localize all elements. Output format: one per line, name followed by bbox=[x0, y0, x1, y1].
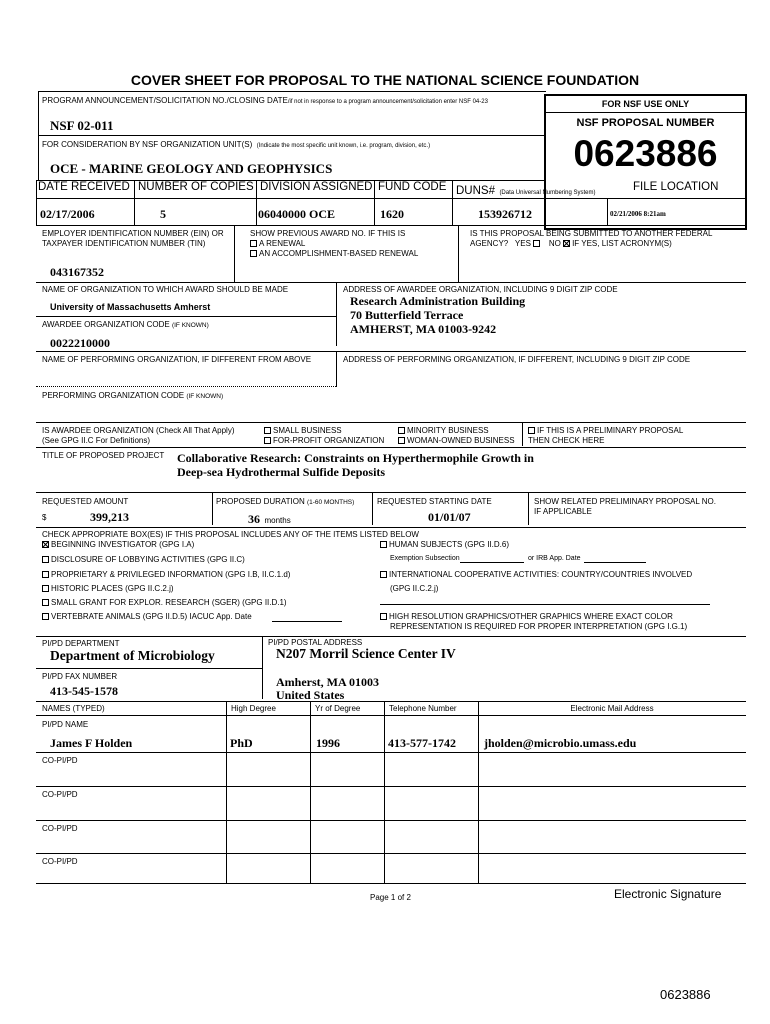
awardee-name-value: University of Massachusetts Amherst bbox=[50, 302, 211, 312]
project-title-label: TITLE OF PROPOSED PROJECT bbox=[42, 451, 165, 460]
awardee-name-label: NAME OF ORGANIZATION TO WHICH AWARD SHOULD BE MADE bbox=[42, 285, 289, 294]
requested-amount-label: REQUESTED AMOUNT bbox=[42, 497, 129, 506]
awardee-address-line-1: Research Administration Building bbox=[350, 294, 526, 308]
accomplishment-renewal-option[interactable]: AN ACCOMPLISHMENT-BASED RENEWAL bbox=[250, 249, 418, 259]
awardee-code-label: AWARDEE ORGANIZATION CODE (IF KNOWN) bbox=[42, 320, 209, 329]
vertebrate-animals-option[interactable]: VERTEBRATE ANIMALS (GPG II.D.5) IACUC App. Date bbox=[42, 612, 252, 622]
nsf-proposal-number: 0623886 bbox=[573, 133, 718, 174]
pi-phone-value: 413-577-1742 bbox=[388, 736, 456, 750]
ein-label-2: TAXPAYER IDENTIFICATION NUMBER (TIN) bbox=[42, 239, 206, 248]
vertebrate-animals-checkbox[interactable] bbox=[42, 613, 49, 620]
pi-degree-value: PhD bbox=[230, 736, 253, 750]
small-business-checkbox[interactable] bbox=[264, 427, 271, 434]
fund-code-value: 1620 bbox=[380, 207, 404, 221]
human-subjects-checkbox[interactable] bbox=[380, 541, 387, 548]
pi-name-value: James F Holden bbox=[50, 736, 133, 750]
copi-label: CO-PI/PD bbox=[42, 857, 78, 866]
pi-name-label: PI/PD NAME bbox=[42, 720, 89, 729]
start-date-value: 01/01/07 bbox=[428, 510, 471, 524]
graphics-option[interactable]: HIGH RESOLUTION GRAPHICS/OTHER GRAPHICS WHERE EXACT COLOR bbox=[380, 612, 673, 622]
division-assigned-value: 06040000 OCE bbox=[258, 207, 336, 221]
nsf-use-only-label: FOR NSF USE ONLY bbox=[601, 99, 690, 109]
pi-year-value: 1996 bbox=[316, 736, 340, 750]
preliminary-check-here: THEN CHECK HERE bbox=[528, 436, 605, 445]
agency-yes-checkbox[interactable] bbox=[533, 240, 540, 247]
org-unit-label: FOR CONSIDERATION BY NSF ORGANIZATION UNIT(S) (Indicate the most specific unit known, i.e. program, division, etc.) bbox=[42, 140, 431, 149]
ein-label-1: EMPLOYER IDENTIFICATION NUMBER (EIN) OR bbox=[42, 229, 224, 238]
awardee-code-value: 0022210000 bbox=[50, 336, 110, 350]
woman-owned-option[interactable]: WOMAN-OWNED BUSINESS bbox=[398, 436, 515, 446]
sger-option[interactable]: SMALL GRANT FOR EXPLOR. RESEARCH (SGER) (GPG II.D.1) bbox=[42, 598, 287, 608]
lobbying-option[interactable]: DISCLOSURE OF LOBBYING ACTIVITIES (GPG II.C) bbox=[42, 555, 245, 565]
page-title: COVER SHEET FOR PROPOSAL TO THE NATIONAL SCIENCE FOUNDATION bbox=[130, 72, 640, 88]
minority-business-checkbox[interactable] bbox=[398, 427, 405, 434]
fund-code-label: FUND CODE bbox=[378, 181, 447, 193]
start-date-label: REQUESTED STARTING DATE bbox=[377, 497, 492, 506]
pi-postal-label: PI/PD POSTAL ADDRESS bbox=[268, 638, 363, 647]
sger-checkbox[interactable] bbox=[42, 599, 49, 606]
number-of-copies-value: 5 bbox=[160, 207, 166, 221]
previous-award-label: SHOW PREVIOUS AWARD NO. IF THIS IS bbox=[250, 229, 406, 238]
project-title-line-2: Deep-sea Hydrothermal Sulfide Deposits bbox=[177, 465, 386, 479]
names-header: NAMES (TYPED) bbox=[42, 704, 105, 713]
human-subjects-option[interactable]: HUMAN SUBJECTS (GPG II.D.6) bbox=[380, 540, 509, 550]
year-header: Yr of Degree bbox=[315, 704, 361, 713]
proprietary-option[interactable]: PROPRIETARY & PRIVILEGED INFORMATION (GPG I.B, II.C.1.d) bbox=[42, 570, 290, 580]
for-profit-option[interactable]: FOR-PROFIT ORGANIZATION bbox=[264, 436, 384, 446]
preliminary-checkbox[interactable] bbox=[528, 427, 535, 434]
org-unit-value: OCE - MARINE GEOLOGY AND GEOPHYSICS bbox=[50, 161, 333, 176]
pi-postal-line-1: N207 Morril Science Center IV bbox=[276, 646, 456, 661]
renewal-option[interactable]: A RENEWAL bbox=[250, 239, 305, 249]
agency-no-checkbox[interactable] bbox=[563, 240, 570, 247]
degree-header: High Degree bbox=[231, 704, 276, 713]
file-location-value: 02/21/2006 8:21am bbox=[610, 210, 666, 218]
for-profit-checkbox[interactable] bbox=[264, 437, 271, 444]
pi-department-label: PI/PD DEPARTMENT bbox=[42, 639, 120, 648]
graphics-checkbox[interactable] bbox=[380, 613, 387, 620]
electronic-signature: Electronic Signature bbox=[614, 887, 722, 901]
pi-email-value: jholden@microbio.umass.edu bbox=[484, 736, 637, 750]
historic-places-option[interactable]: HISTORIC PLACES (GPG II.C.2.j) bbox=[42, 584, 174, 594]
pi-fax-label: PI/PD FAX NUMBER bbox=[42, 672, 118, 681]
proprietary-checkbox[interactable] bbox=[42, 571, 49, 578]
international-checkbox[interactable] bbox=[380, 571, 387, 578]
org-type-label-2: (See GPG II.C For Definitions) bbox=[42, 436, 151, 445]
pi-postal-line-3: United States bbox=[276, 688, 345, 702]
minority-business-option[interactable]: MINORITY BUSINESS bbox=[398, 426, 489, 436]
awardee-address-line-3: AMHERST, MA 01003-9242 bbox=[350, 322, 497, 336]
project-title-line-1: Collaborative Research: Constraints on Hyperthermophile Growth in bbox=[177, 451, 534, 465]
email-header: Electronic Mail Address bbox=[570, 704, 654, 713]
accomplishment-renewal-checkbox[interactable] bbox=[250, 250, 257, 257]
duns-value: 153926712 bbox=[478, 207, 532, 221]
historic-places-checkbox[interactable] bbox=[42, 585, 49, 592]
copi-label: CO-PI/PD bbox=[42, 790, 78, 799]
other-agency-answers: AGENCY? YES NO IF YES, LIST ACRONYM(S) bbox=[470, 239, 672, 248]
lobbying-checkbox[interactable] bbox=[42, 556, 49, 563]
related-proposal-label-1: SHOW RELATED PRELIMINARY PROPOSAL NO. bbox=[534, 497, 716, 506]
org-type-label-1: IS AWARDEE ORGANIZATION (Check All That Apply) bbox=[42, 426, 235, 435]
currency-symbol: $ bbox=[42, 513, 47, 522]
woman-owned-checkbox[interactable] bbox=[398, 437, 405, 444]
number-of-copies-label: NUMBER OF COPIES bbox=[138, 181, 254, 193]
pi-fax-value: 413-545-1578 bbox=[50, 684, 118, 698]
copi-label: CO-PI/PD bbox=[42, 824, 78, 833]
ein-value: 043167352 bbox=[50, 265, 104, 279]
pi-postal-line-2: Amherst, MA 01003 bbox=[276, 675, 379, 689]
duration-label: PROPOSED DURATION (1-60 MONTHS) bbox=[216, 497, 355, 506]
awardee-address-label: ADDRESS OF AWARDEE ORGANIZATION, INCLUDING 9 DIGIT ZIP CODE bbox=[343, 285, 618, 294]
copi-label: CO-PI/PD bbox=[42, 756, 78, 765]
international-option[interactable]: INTERNATIONAL COOPERATIVE ACTIVITIES: COUNTRY/COUNTRIES INVOLVED bbox=[380, 570, 692, 580]
duns-label: DUNS# (Data Universal Numbering System) bbox=[456, 185, 596, 197]
checkboxes-heading: CHECK APPROPRIATE BOX(ES) IF THIS PROPOSAL INCLUDES ANY OF THE ITEMS LISTED BELOW bbox=[42, 530, 419, 539]
division-assigned-label: DIVISION ASSIGNED bbox=[260, 181, 373, 193]
international-ref: (GPG II.C.2.j) bbox=[390, 584, 439, 593]
page-number: Page 1 of 2 bbox=[370, 893, 411, 902]
performing-code-label: PERFORMING ORGANIZATION CODE (IF KNOWN) bbox=[42, 391, 224, 400]
date-received-value: 02/17/2006 bbox=[40, 207, 95, 221]
program-announcement-value: NSF 02-011 bbox=[50, 118, 114, 133]
file-location-label: FILE LOCATION bbox=[633, 181, 719, 193]
irb-label: or IRB App. Date bbox=[528, 555, 581, 562]
preliminary-option[interactable]: IF THIS IS A PRELIMINARY PROPOSAL bbox=[528, 426, 683, 436]
renewal-checkbox[interactable] bbox=[250, 240, 257, 247]
duration-value: 36 months bbox=[248, 512, 291, 526]
phone-header: Telephone Number bbox=[389, 704, 457, 713]
program-announcement-label: PROGRAM ANNOUNCEMENT/SOLICITATION NO./CLOSING DATE/if not in response to a program announcement/solicitation enter NSF 04-23 bbox=[42, 96, 488, 105]
other-agency-label: IS THIS PROPOSAL BEING SUBMITTED TO ANOTHER FEDERAL bbox=[470, 229, 713, 238]
exemption-label: Exemption Subsection bbox=[390, 555, 460, 562]
date-received-label: DATE RECEIVED bbox=[38, 181, 130, 193]
nsf-proposal-number-label: NSF PROPOSAL NUMBER bbox=[576, 117, 715, 129]
beginning-investigator-checkbox[interactable] bbox=[42, 541, 49, 548]
awardee-address-line-2: 70 Butterfield Terrace bbox=[350, 308, 464, 322]
beginning-investigator-option[interactable]: BEGINNING INVESTIGATOR (GPG I.A) bbox=[42, 540, 194, 550]
small-business-option[interactable]: SMALL BUSINESS bbox=[264, 426, 342, 436]
footer-proposal-number: 0623886 bbox=[660, 987, 711, 1002]
requested-amount-value: 399,213 bbox=[90, 510, 129, 524]
pi-department-value: Department of Microbiology bbox=[50, 648, 215, 663]
graphics-label-2: REPRESENTATION IS REQUIRED FOR PROPER INTERPRETATION (GPG I.G.1) bbox=[390, 622, 688, 631]
related-proposal-label-2: IF APPLICABLE bbox=[534, 507, 592, 516]
performing-address-label: ADDRESS OF PERFORMING ORGANIZATION, IF DIFFERENT, INCLUDING 9 DIGIT ZIP CODE bbox=[343, 355, 691, 364]
performing-name-label: NAME OF PERFORMING ORGANIZATION, IF DIFFERENT FROM ABOVE bbox=[42, 355, 312, 364]
